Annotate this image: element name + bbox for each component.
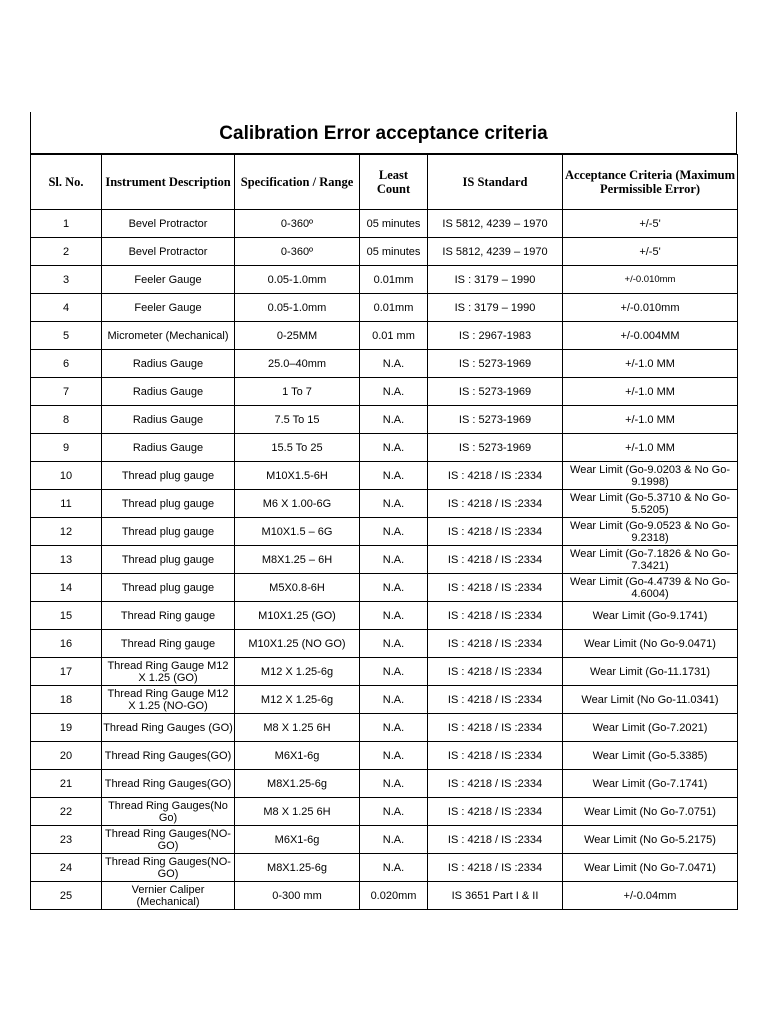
table-row <box>31 518 738 546</box>
cell-acceptance: Wear Limit (Go-7.2021) <box>563 714 738 742</box>
cell-instrument: Thread Ring Gauges(NO-GO) <box>102 826 235 854</box>
cell-sl-no: 5 <box>31 322 102 350</box>
cell-sl-no: 25 <box>31 882 102 910</box>
header-least-count: Least Count <box>360 155 428 210</box>
cell-sl-no: 21 <box>31 770 102 798</box>
cell-acceptance: +/-1.0 MM <box>563 406 738 434</box>
cell-sl-no: 11 <box>31 490 102 518</box>
table-row <box>31 490 738 518</box>
cell-sl-no: 3 <box>31 266 102 294</box>
cell-least-count: 05 minutes <box>360 238 428 266</box>
cell-instrument: Bevel Protractor <box>102 238 235 266</box>
cell-least-count: N.A. <box>360 574 428 602</box>
cell-is-standard: IS : 4218 / IS :2334 <box>428 546 563 574</box>
table-row <box>31 350 738 378</box>
cell-instrument: Thread Ring Gauges(NO-GO) <box>102 854 235 882</box>
cell-least-count: 05 minutes <box>360 210 428 238</box>
cell-is-standard: IS : 4218 / IS :2334 <box>428 854 563 882</box>
cell-is-standard: IS : 4218 / IS :2334 <box>428 602 563 630</box>
cell-instrument: Thread plug gauge <box>102 546 235 574</box>
table-row <box>31 294 738 322</box>
cell-specification: M12 X 1.25-6g <box>235 686 360 714</box>
cell-sl-no: 10 <box>31 462 102 490</box>
cell-sl-no: 1 <box>31 210 102 238</box>
cell-instrument: Thread Ring gauge <box>102 602 235 630</box>
table-row <box>31 630 738 658</box>
cell-least-count: N.A. <box>360 686 428 714</box>
cell-sl-no: 13 <box>31 546 102 574</box>
cell-sl-no: 4 <box>31 294 102 322</box>
header-instrument-description: Instrument Description <box>102 155 235 210</box>
table-row <box>31 658 738 686</box>
cell-instrument: Feeler Gauge <box>102 294 235 322</box>
table-row <box>31 882 738 910</box>
cell-least-count: 0.01mm <box>360 294 428 322</box>
table-row <box>31 238 738 266</box>
cell-acceptance: Wear Limit (No Go-5.2175) <box>563 826 738 854</box>
cell-is-standard: IS : 4218 / IS :2334 <box>428 574 563 602</box>
cell-sl-no: 7 <box>31 378 102 406</box>
cell-sl-no: 24 <box>31 854 102 882</box>
cell-is-standard: IS 5812, 4239 – 1970 <box>428 238 563 266</box>
cell-sl-no: 16 <box>31 630 102 658</box>
cell-specification: M8 X 1.25 6H <box>235 714 360 742</box>
cell-instrument: Thread Ring Gauges (GO) <box>102 714 235 742</box>
header-acceptance-criteria: Acceptance Criteria (Maximum Permissible Error) <box>563 155 738 210</box>
cell-specification: M10X1.5 – 6G <box>235 518 360 546</box>
cell-specification: 0-360º <box>235 238 360 266</box>
cell-acceptance: Wear Limit (Go-7.1826 & No Go-7.3421) <box>563 546 738 574</box>
page-title: Calibration Error acceptance criteria <box>30 112 737 154</box>
cell-acceptance: Wear Limit (No Go-11.0341) <box>563 686 738 714</box>
cell-specification: M6X1-6g <box>235 826 360 854</box>
cell-instrument: Radius Gauge <box>102 378 235 406</box>
table-row <box>31 826 738 854</box>
cell-specification: M10X1.25 (NO GO) <box>235 630 360 658</box>
cell-is-standard: IS : 3179 – 1990 <box>428 266 563 294</box>
criteria-table <box>30 154 738 910</box>
cell-least-count: N.A. <box>360 490 428 518</box>
header-row <box>31 155 738 210</box>
cell-instrument: Bevel Protractor <box>102 210 235 238</box>
cell-instrument: Thread plug gauge <box>102 574 235 602</box>
cell-least-count: N.A. <box>360 770 428 798</box>
cell-sl-no: 15 <box>31 602 102 630</box>
cell-specification: M8 X 1.25 6H <box>235 798 360 826</box>
header-specification-range: Specification / Range <box>235 155 360 210</box>
cell-specification: M8X1.25 – 6H <box>235 546 360 574</box>
header-sl-no: Sl. No. <box>31 155 102 210</box>
cell-acceptance: +/-1.0 MM <box>563 434 738 462</box>
cell-least-count: N.A. <box>360 462 428 490</box>
cell-acceptance: +/-0.010mm <box>563 266 738 294</box>
cell-sl-no: 18 <box>31 686 102 714</box>
cell-is-standard: IS : 4218 / IS :2334 <box>428 658 563 686</box>
cell-is-standard: IS : 4218 / IS :2334 <box>428 462 563 490</box>
cell-is-standard: IS : 5273-1969 <box>428 378 563 406</box>
cell-sl-no: 14 <box>31 574 102 602</box>
cell-is-standard: IS : 5273-1969 <box>428 350 563 378</box>
cell-instrument: Thread plug gauge <box>102 518 235 546</box>
cell-least-count: N.A. <box>360 798 428 826</box>
cell-instrument: Thread Ring Gauges(GO) <box>102 770 235 798</box>
cell-instrument: Radius Gauge <box>102 434 235 462</box>
cell-sl-no: 8 <box>31 406 102 434</box>
cell-acceptance: Wear Limit (Go-4.4739 & No Go-4.6004) <box>563 574 738 602</box>
cell-acceptance: +/-0.010mm <box>563 294 738 322</box>
cell-is-standard: IS : 3179 – 1990 <box>428 294 563 322</box>
cell-acceptance: Wear Limit (Go-5.3385) <box>563 742 738 770</box>
cell-acceptance: +/-0.004MM <box>563 322 738 350</box>
cell-is-standard: IS : 4218 / IS :2334 <box>428 714 563 742</box>
table-row <box>31 546 738 574</box>
cell-specification: 15.5 To 25 <box>235 434 360 462</box>
cell-instrument: Thread plug gauge <box>102 462 235 490</box>
table-row <box>31 574 738 602</box>
cell-sl-no: 2 <box>31 238 102 266</box>
cell-least-count: N.A. <box>360 378 428 406</box>
cell-least-count: N.A. <box>360 546 428 574</box>
cell-specification: 0-360º <box>235 210 360 238</box>
cell-instrument: Radius Gauge <box>102 406 235 434</box>
cell-least-count: N.A. <box>360 742 428 770</box>
cell-least-count: N.A. <box>360 658 428 686</box>
cell-least-count: N.A. <box>360 434 428 462</box>
table-row <box>31 714 738 742</box>
cell-acceptance: Wear Limit (Go-7.1741) <box>563 770 738 798</box>
table-row <box>31 602 738 630</box>
table-row <box>31 434 738 462</box>
cell-specification: M12 X 1.25-6g <box>235 658 360 686</box>
cell-sl-no: 19 <box>31 714 102 742</box>
cell-acceptance: Wear Limit (No Go-9.0471) <box>563 630 738 658</box>
cell-least-count: N.A. <box>360 602 428 630</box>
table-row <box>31 462 738 490</box>
cell-acceptance: Wear Limit (Go-9.0203 & No Go-9.1998) <box>563 462 738 490</box>
cell-acceptance: Wear Limit (Go-9.0523 & No Go-9.2318) <box>563 518 738 546</box>
cell-instrument: Thread Ring Gauge M12 X 1.25 (NO-GO) <box>102 686 235 714</box>
cell-least-count: N.A. <box>360 518 428 546</box>
table-row <box>31 210 738 238</box>
table-row <box>31 798 738 826</box>
cell-acceptance: +/-5' <box>563 238 738 266</box>
cell-least-count: N.A. <box>360 826 428 854</box>
cell-specification: 25.0–40mm <box>235 350 360 378</box>
cell-instrument: Micrometer (Mechanical) <box>102 322 235 350</box>
table-row <box>31 406 738 434</box>
cell-instrument: Thread plug gauge <box>102 490 235 518</box>
cell-is-standard: IS 3651 Part I & II <box>428 882 563 910</box>
cell-sl-no: 23 <box>31 826 102 854</box>
cell-specification: 0-25MM <box>235 322 360 350</box>
cell-acceptance: +/-1.0 MM <box>563 378 738 406</box>
cell-is-standard: IS : 2967-1983 <box>428 322 563 350</box>
cell-specification: M6X1-6g <box>235 742 360 770</box>
cell-least-count: 0.020mm <box>360 882 428 910</box>
table-row <box>31 378 738 406</box>
cell-instrument: Thread Ring Gauge M12 X 1.25 (GO) <box>102 658 235 686</box>
cell-specification: M8X1.25-6g <box>235 854 360 882</box>
cell-is-standard: IS : 4218 / IS :2334 <box>428 826 563 854</box>
cell-specification: 7.5 To 15 <box>235 406 360 434</box>
cell-sl-no: 12 <box>31 518 102 546</box>
cell-is-standard: IS : 4218 / IS :2334 <box>428 770 563 798</box>
cell-is-standard: IS : 4218 / IS :2334 <box>428 630 563 658</box>
cell-acceptance: Wear Limit (No Go-7.0471) <box>563 854 738 882</box>
table-row <box>31 266 738 294</box>
cell-least-count: N.A. <box>360 406 428 434</box>
cell-instrument: Radius Gauge <box>102 350 235 378</box>
cell-specification: M10X1.25 (GO) <box>235 602 360 630</box>
cell-is-standard: IS : 4218 / IS :2334 <box>428 490 563 518</box>
cell-acceptance: Wear Limit (Go-9.1741) <box>563 602 738 630</box>
cell-least-count: N.A. <box>360 714 428 742</box>
cell-is-standard: IS : 5273-1969 <box>428 406 563 434</box>
cell-specification: M6 X 1.00-6G <box>235 490 360 518</box>
cell-is-standard: IS : 4218 / IS :2334 <box>428 518 563 546</box>
cell-acceptance: Wear Limit (Go-5.3710 & No Go-5.5205) <box>563 490 738 518</box>
cell-acceptance: Wear Limit (Go-11.1731) <box>563 658 738 686</box>
table-row <box>31 854 738 882</box>
cell-sl-no: 20 <box>31 742 102 770</box>
cell-specification: M8X1.25-6g <box>235 770 360 798</box>
cell-acceptance: +/-0.04mm <box>563 882 738 910</box>
cell-acceptance: Wear Limit (No Go-7.0751) <box>563 798 738 826</box>
cell-sl-no: 22 <box>31 798 102 826</box>
cell-is-standard: IS 5812, 4239 – 1970 <box>428 210 563 238</box>
cell-instrument: Thread Ring gauge <box>102 630 235 658</box>
cell-acceptance: +/-1.0 MM <box>563 350 738 378</box>
cell-is-standard: IS : 4218 / IS :2334 <box>428 686 563 714</box>
cell-least-count: N.A. <box>360 630 428 658</box>
cell-sl-no: 17 <box>31 658 102 686</box>
table-row <box>31 770 738 798</box>
cell-specification: M10X1.5-6H <box>235 462 360 490</box>
cell-instrument: Thread Ring Gauges(No Go) <box>102 798 235 826</box>
cell-specification: 1 To 7 <box>235 378 360 406</box>
cell-specification: 0.05-1.0mm <box>235 266 360 294</box>
cell-least-count: 0.01mm <box>360 266 428 294</box>
cell-least-count: N.A. <box>360 854 428 882</box>
cell-specification: 0-300 mm <box>235 882 360 910</box>
table-row <box>31 686 738 714</box>
table-row <box>31 322 738 350</box>
cell-least-count: N.A. <box>360 350 428 378</box>
cell-is-standard: IS : 5273-1969 <box>428 434 563 462</box>
cell-specification: M5X0.8-6H <box>235 574 360 602</box>
calibration-sheet <box>30 112 737 910</box>
table-row <box>31 742 738 770</box>
cell-sl-no: 6 <box>31 350 102 378</box>
cell-instrument: Feeler Gauge <box>102 266 235 294</box>
cell-instrument: Thread Ring Gauges(GO) <box>102 742 235 770</box>
cell-specification: 0.05-1.0mm <box>235 294 360 322</box>
cell-least-count: 0.01 mm <box>360 322 428 350</box>
cell-is-standard: IS : 4218 / IS :2334 <box>428 742 563 770</box>
cell-is-standard: IS : 4218 / IS :2334 <box>428 798 563 826</box>
cell-instrument: Vernier Caliper (Mechanical) <box>102 882 235 910</box>
header-is-standard: IS Standard <box>428 155 563 210</box>
cell-sl-no: 9 <box>31 434 102 462</box>
cell-acceptance: +/-5' <box>563 210 738 238</box>
